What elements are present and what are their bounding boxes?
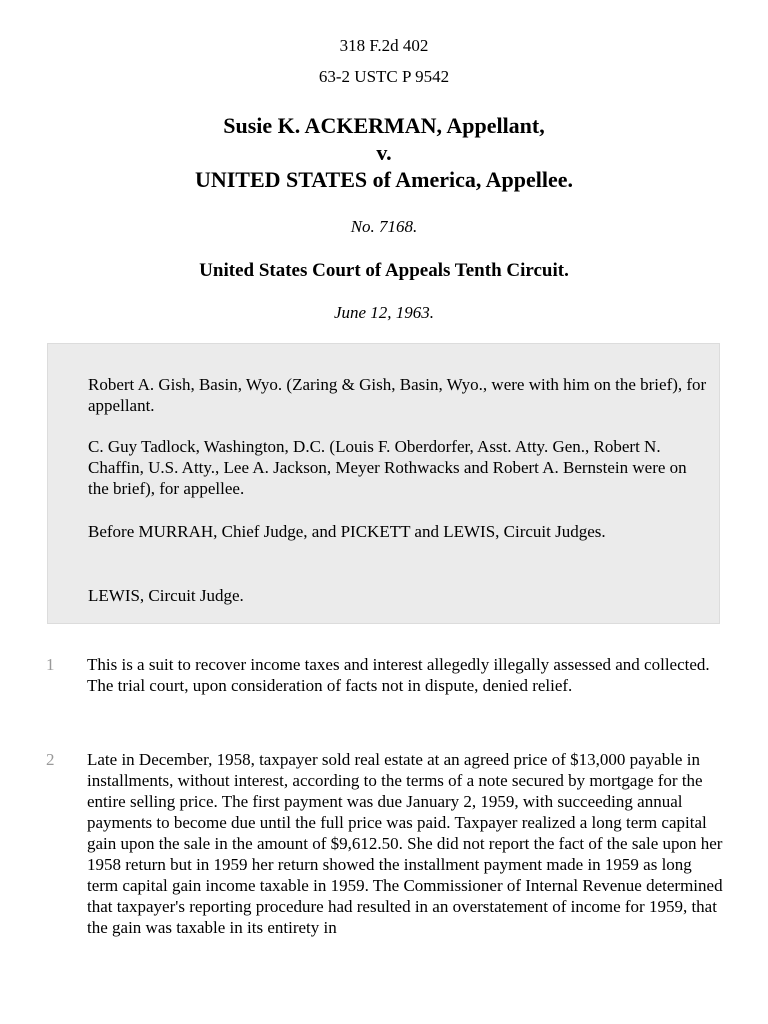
decision-date: June 12, 1963.: [333, 303, 435, 322]
paragraph-number: 1: [46, 655, 55, 674]
appellant-counsel: Robert A. Gish, Basin, Wyo. (Zaring & Gish, Basin, Wyo., were with him on the brief), for appellant.: [88, 375, 707, 415]
court-name: United States Court of Appeals Tenth Circuit.: [199, 260, 569, 281]
opinion-author: LEWIS, Circuit Judge.: [88, 586, 244, 605]
paragraph-number: 2: [46, 750, 55, 769]
versus-line: v.: [376, 140, 392, 165]
reporter-citation: 318 F.2d 402: [339, 36, 429, 55]
paragraph-text: This is a suit to recover income taxes and interest allegedly illegally assessed and collected. The trial court, upon consideration of facts not in dispute, denied relief.: [87, 655, 710, 695]
appellee-counsel: C. Guy Tadlock, Washington, D.C. (Louis F. Oberdorfer, Asst. Atty. Gen., Robert N. Chaffin, U.S. Atty., Lee A. Jackson, Meyer Rothwacks and Robert A. Bernstein were on the brief), for appellee.: [88, 437, 687, 498]
appellee-line: UNITED STATES of America, Appellee.: [194, 167, 574, 192]
docket-number: No. 7168.: [350, 217, 418, 236]
paragraph-text: Late in December, 1958, taxpayer sold real estate at an agreed price of $13,000 payable in installments, without interest, according to the terms of a note secured by mortgage for the entire selling price. The first payment was due January 2, 1959, with succeeding annual payments to become due until the full price was paid. Taxpayer realized a long term capital gain upon the sale in the amount of $9,612.50. She did not report the fact of the sale upon her 1958 return but in 1959 her return showed the installment payment made in 1959 as long term capital gain income taxable in 1959. The Commissioner of Internal Revenue determined that taxpayer's reporting procedure had resulted in an overstatement of income for 1959, that the gain was taxable in its entirety in: [87, 750, 723, 937]
counsel-box: [47, 343, 720, 624]
case-title: [0, 112, 768, 193]
appellant-line: Susie K. ACKERMAN, Appellant,: [223, 113, 545, 138]
tax-citation: 63-2 USTC P 9542: [318, 67, 450, 86]
panel-judges: Before MURRAH, Chief Judge, and PICKETT and LEWIS, Circuit Judges.: [88, 522, 606, 541]
